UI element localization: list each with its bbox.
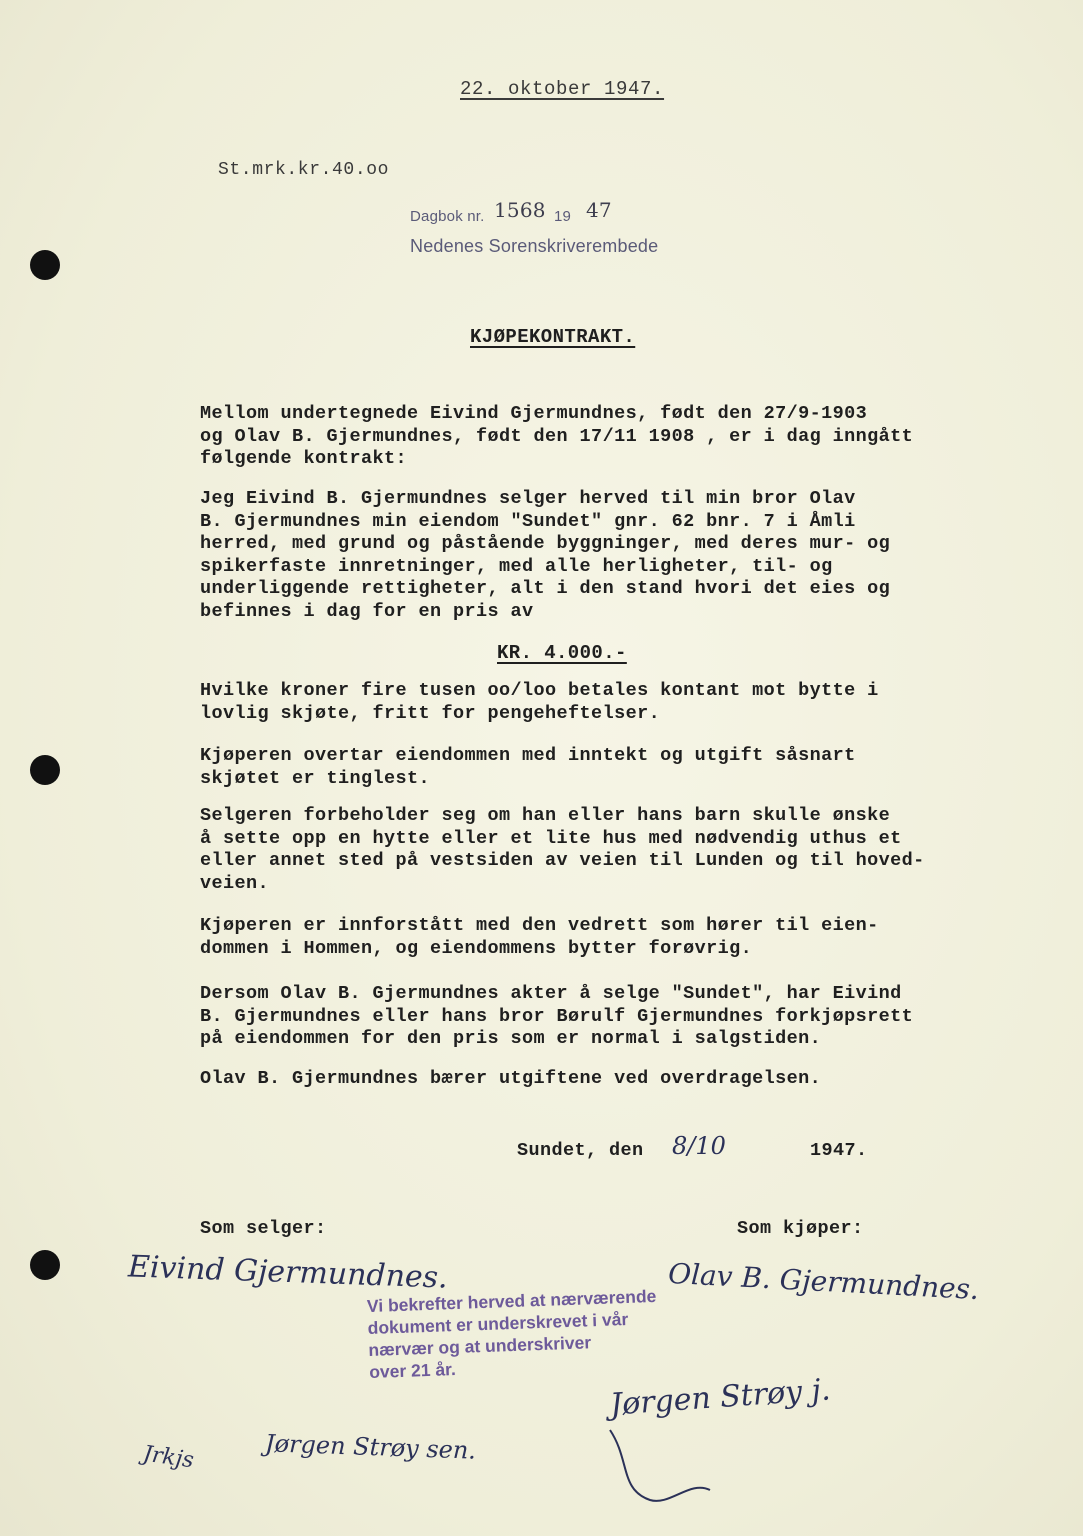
document-date: 22. oktober 1947. <box>460 78 665 100</box>
punch-hole-bottom <box>30 1250 60 1280</box>
text-line: å sette opp en hytte eller et lite hus med nødvendig uthus et <box>200 827 902 849</box>
text-line: på eiendommen for den pris som er normal i salgstiden. <box>200 1028 822 1049</box>
paragraph-reservation <box>200 805 925 895</box>
text-line: eller annet sted på vestsiden av veien til Lunden og til hoved- <box>200 850 925 871</box>
punch-hole-top <box>30 250 60 280</box>
price: KR. 4.000.- <box>497 642 627 664</box>
seller-label: Som selger: <box>200 1218 327 1239</box>
text-line: lovlig skjøte, fritt for pengeheftelser. <box>200 702 661 724</box>
stamp-line: Vi bekrefter herved at nærværende <box>366 1285 657 1317</box>
closing-date-handwritten: 8/10 <box>672 1132 726 1160</box>
text-line: herred, med grund og påstående byggninger, med deres mur- og <box>200 533 891 554</box>
stamp-line: nærvær og at underskriver <box>368 1332 592 1361</box>
text-line: følgende kontrakt: <box>200 448 408 469</box>
paragraph-costs <box>200 1068 821 1091</box>
text-line: og Olav B. Gjermundnes, født den 17/11 1908 , er i dag inngått <box>200 425 914 447</box>
text-line: B. Gjermundnes min eiendom "Sundet" gnr. 62 bnr. 7 i Åmli <box>200 510 856 532</box>
witness-initials: Jrkjs <box>141 1441 196 1474</box>
text-line: dommen i Hommen, og eiendommens bytter forøvrig. <box>200 937 753 959</box>
text-line: Hvilke kroner fire tusen oo/loo betales kontant mot bytte i <box>200 680 879 701</box>
closing-place: Sundet, den <box>517 1140 644 1161</box>
witness-right-signature: Jørgen Strøy j. <box>609 1372 832 1423</box>
paragraph-rights <box>200 915 879 960</box>
text-line: Olav B. Gjermundnes bærer utgiftene ved overdragelsen. <box>200 1068 822 1089</box>
text-line: skjøtet er tinglest. <box>200 767 431 789</box>
witness-left-signature: Jørgen Strøy sen. <box>264 1429 477 1465</box>
paragraph-sale <box>200 488 890 623</box>
punch-hole-middle <box>30 755 60 785</box>
text-line: befinnes i dag for en pris av <box>200 600 534 622</box>
dagbok-year-prefix: 19 <box>554 208 572 225</box>
paragraph-preemption <box>200 983 913 1051</box>
text-line: Kjøperen er innforstått med den vedrett som hører til eien- <box>200 915 879 936</box>
dagbok-label: Dagbok nr. <box>410 208 485 225</box>
seller-signature: Eivind Gjermundnes. <box>127 1249 449 1296</box>
text-line: underliggende rettigheter, alt i den stand hvori det eies og <box>200 578 891 599</box>
paragraph-parties <box>200 403 913 471</box>
text-line: Selgeren forbeholder seg om han eller hans barn skulle ønske <box>200 805 891 826</box>
dagbok-number: 1568 <box>494 198 546 222</box>
witness-stamp <box>367 1285 659 1383</box>
text-line: B. Gjermundnes eller hans bror Børulf Gjermundnes forkjøpsrett <box>200 1005 914 1027</box>
paragraph-payment <box>200 680 879 725</box>
text-line: Mellom undertegnede Eivind Gjermundnes, født den 27/9-1903 <box>200 403 868 424</box>
registry-stamp <box>410 200 680 270</box>
text-line: Dersom Olav B. Gjermundnes akter å selge "Sundet", har Eivind <box>200 983 902 1004</box>
stamp-line: over 21 år. <box>368 1359 457 1383</box>
dagbok-year-suffix: 47 <box>586 198 612 222</box>
text-line: spikerfaste innretninger, med alle herligheter, til- og <box>200 555 833 577</box>
stamp-fee: St.mrk.kr.40.oo <box>218 160 390 180</box>
text-line: Kjøperen overtar eiendommen med inntekt og utgift såsnart <box>200 745 856 766</box>
closing-year: 1947. <box>810 1140 868 1161</box>
text-line: Jeg Eivind B. Gjermundnes selger herved til min bror Olav <box>200 488 856 509</box>
buyer-label: Som kjøper: <box>737 1218 864 1239</box>
document-title: KJØPEKONTRAKT. <box>470 326 636 348</box>
stamp-line: dokument er underskrevet i vår <box>367 1308 629 1339</box>
paragraph-takeover <box>200 745 856 790</box>
buyer-signature: Olav B. Gjermundnes. <box>667 1256 980 1307</box>
text-line: veien. <box>200 872 270 894</box>
signature-flourish <box>600 1420 740 1510</box>
office-name: Nedenes Sorenskriverembede <box>410 236 659 256</box>
